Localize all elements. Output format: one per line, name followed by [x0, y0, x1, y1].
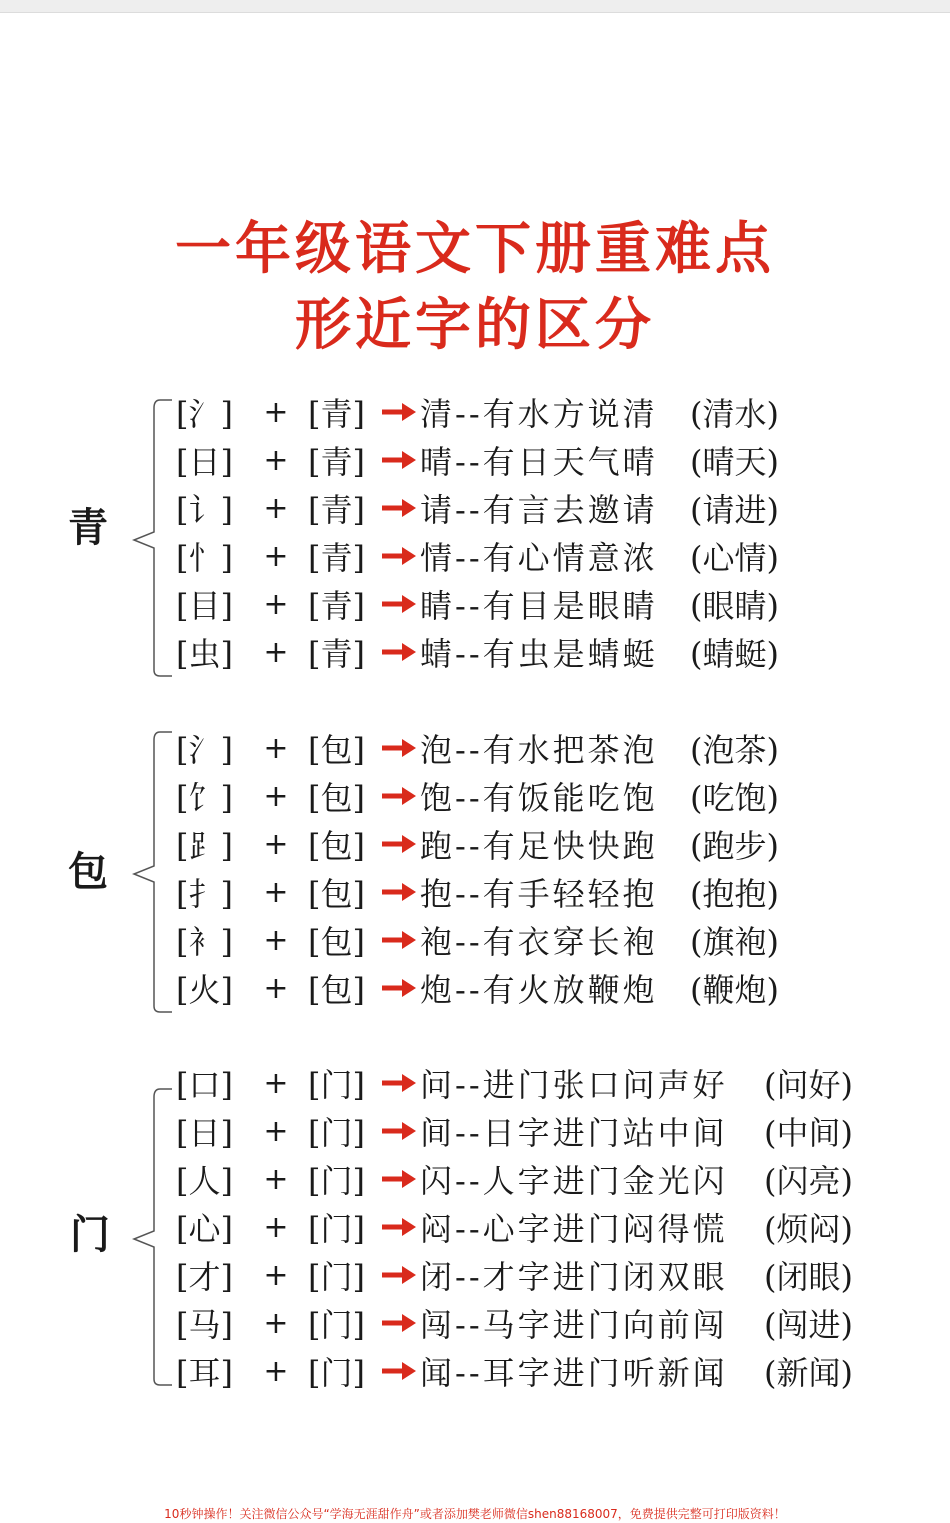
radical: [日]: [176, 1114, 233, 1152]
formula-row: [176, 964, 779, 1012]
radical: [扌]: [176, 875, 233, 913]
arrow-right-icon: [380, 1071, 420, 1095]
radical: [忄]: [176, 539, 233, 577]
arrow-right-icon: [380, 1119, 420, 1143]
result-phrase: 闯--马字进门向前闯: [420, 1306, 728, 1344]
arrow-right-icon: [380, 448, 420, 472]
plus-sign: +: [263, 1209, 289, 1245]
example-word: (蜻蜓): [690, 635, 779, 673]
result-phrase: 闪--人字进门金光闪: [420, 1162, 728, 1200]
radical: [饣]: [176, 779, 233, 817]
arrow-right-icon: [380, 736, 420, 760]
example-word: (心情): [690, 539, 779, 577]
formula-row: [176, 724, 779, 772]
example-word: (问好): [764, 1066, 853, 1104]
radical: [人]: [176, 1162, 233, 1200]
formula-row: [176, 820, 779, 868]
plus-sign: +: [263, 634, 289, 670]
formula-row: [176, 484, 779, 532]
radical: [口]: [176, 1066, 233, 1104]
arrow-right-icon: [380, 976, 420, 1000]
base-char: [门]: [308, 1066, 365, 1104]
plus-sign: +: [263, 778, 289, 814]
result-phrase: 闷--心字进门闷得慌: [420, 1210, 728, 1248]
radical: [日]: [176, 443, 233, 481]
example-word: (闯进): [764, 1306, 853, 1344]
radical: [才]: [176, 1258, 233, 1296]
brace: [128, 1087, 176, 1387]
result-phrase: 袍--有衣穿长袍: [420, 923, 658, 961]
base-char: [青]: [308, 539, 365, 577]
arrow-right-icon: [380, 784, 420, 808]
radical: [耳]: [176, 1354, 233, 1392]
plus-sign: +: [263, 442, 289, 478]
result-phrase: 炮--有火放鞭炮: [420, 971, 658, 1009]
base-char: [门]: [308, 1306, 365, 1344]
formula-row: [176, 1251, 853, 1299]
example-word: (鞭炮): [690, 971, 779, 1009]
plus-sign: +: [263, 970, 289, 1006]
formula-row: [176, 1107, 853, 1155]
base-char: [包]: [308, 971, 365, 1009]
example-word: (中间): [764, 1114, 853, 1152]
result-phrase: 情--有心情意浓: [420, 539, 658, 577]
brace: [128, 398, 176, 678]
arrow-right-icon: [380, 928, 420, 952]
plus-sign: +: [263, 1161, 289, 1197]
result-phrase: 蜻--有虫是蜻蜓: [420, 635, 658, 673]
radical: [目]: [176, 587, 233, 625]
base-char: [门]: [308, 1162, 365, 1200]
formula-row: [176, 1059, 853, 1107]
formula-row: [176, 916, 779, 964]
plus-sign: +: [263, 1353, 289, 1389]
arrow-right-icon: [380, 544, 420, 568]
radical: [氵]: [176, 731, 233, 769]
page-subtitle: 形近字的区分: [295, 293, 655, 358]
example-word: (闪亮): [764, 1162, 853, 1200]
plus-sign: +: [263, 826, 289, 862]
result-phrase: 清--有水方说清: [420, 395, 658, 433]
example-word: (眼睛): [690, 587, 779, 625]
formula-row: [176, 1299, 853, 1347]
base-char: [门]: [308, 1210, 365, 1248]
example-word: (烦闷): [764, 1210, 853, 1248]
result-phrase: 抱--有手轻轻抱: [420, 875, 658, 913]
group-character: 门: [70, 1212, 110, 1258]
formula-row: [176, 1347, 853, 1395]
arrow-right-icon: [380, 400, 420, 424]
base-char: [包]: [308, 827, 365, 865]
page-title: 一年级语文下册重难点: [175, 217, 775, 282]
formula-row: [176, 772, 779, 820]
example-word: (跑步): [690, 827, 779, 865]
arrow-right-icon: [380, 1359, 420, 1383]
base-char: [包]: [308, 923, 365, 961]
formula-row: [176, 1203, 853, 1251]
formula-row: [176, 1155, 853, 1203]
example-word: (闭眼): [764, 1258, 853, 1296]
example-word: (吃饱): [690, 779, 779, 817]
result-phrase: 闻--耳字进门听新闻: [420, 1354, 728, 1392]
plus-sign: +: [263, 1065, 289, 1101]
group-character: 青: [68, 505, 108, 551]
radical: [心]: [176, 1210, 233, 1248]
result-phrase: 泡--有水把茶泡: [420, 731, 658, 769]
result-phrase: 间--日字进门站中间: [420, 1114, 728, 1152]
plus-sign: +: [263, 1113, 289, 1149]
arrow-right-icon: [380, 1167, 420, 1191]
radical: [虫]: [176, 635, 233, 673]
base-char: [门]: [308, 1354, 365, 1392]
group-character: 包: [68, 849, 108, 895]
base-char: [青]: [308, 587, 365, 625]
base-char: [包]: [308, 779, 365, 817]
formula-row: [176, 580, 779, 628]
base-char: [青]: [308, 635, 365, 673]
arrow-right-icon: [380, 1215, 420, 1239]
radical: [讠]: [176, 491, 233, 529]
arrow-right-icon: [380, 832, 420, 856]
radical: [马]: [176, 1306, 233, 1344]
base-char: [门]: [308, 1114, 365, 1152]
arrow-right-icon: [380, 1311, 420, 1335]
example-word: (请进): [690, 491, 779, 529]
formula-row: [176, 868, 779, 916]
top-bar: [0, 0, 950, 13]
radical: [氵]: [176, 395, 233, 433]
plus-sign: +: [263, 394, 289, 430]
plus-sign: +: [263, 490, 289, 526]
arrow-right-icon: [380, 1263, 420, 1287]
result-phrase: 问--进门张口问声好: [420, 1066, 728, 1104]
base-char: [青]: [308, 491, 365, 529]
example-word: (晴天): [690, 443, 779, 481]
plus-sign: +: [263, 1257, 289, 1293]
result-phrase: 晴--有日天气晴: [420, 443, 658, 481]
formula-row: [176, 388, 779, 436]
result-phrase: 请--有言去邀请: [420, 491, 658, 529]
radical: [⻊]: [176, 827, 233, 865]
base-char: [青]: [308, 443, 365, 481]
example-word: (泡茶): [690, 731, 779, 769]
footer-note: 10秒钟操作！关注微信公众号“学海无涯甜作舟”或者添加樊老师微信shen88168007，免费提供完整可打印版资料！: [164, 1507, 786, 1521]
result-phrase: 跑--有足快快跑: [420, 827, 658, 865]
arrow-right-icon: [380, 592, 420, 616]
arrow-right-icon: [380, 880, 420, 904]
plus-sign: +: [263, 730, 289, 766]
plus-sign: +: [263, 922, 289, 958]
formula-row: [176, 436, 779, 484]
base-char: [包]: [308, 875, 365, 913]
plus-sign: +: [263, 586, 289, 622]
brace: [128, 730, 176, 1014]
arrow-right-icon: [380, 640, 420, 664]
example-word: (新闻): [764, 1354, 853, 1392]
base-char: [包]: [308, 731, 365, 769]
radical: [衤]: [176, 923, 233, 961]
formula-row: [176, 532, 779, 580]
base-char: [青]: [308, 395, 365, 433]
example-word: (旗袍): [690, 923, 779, 961]
plus-sign: +: [263, 538, 289, 574]
result-phrase: 饱--有饭能吃饱: [420, 779, 658, 817]
result-phrase: 闭--才字进门闭双眼: [420, 1258, 728, 1296]
result-phrase: 睛--有目是眼睛: [420, 587, 658, 625]
plus-sign: +: [263, 1305, 289, 1341]
example-word: (清水): [690, 395, 779, 433]
radical: [火]: [176, 971, 233, 1009]
example-word: (抱抱): [690, 875, 779, 913]
arrow-right-icon: [380, 496, 420, 520]
formula-row: [176, 628, 779, 676]
base-char: [门]: [308, 1258, 365, 1296]
plus-sign: +: [263, 874, 289, 910]
